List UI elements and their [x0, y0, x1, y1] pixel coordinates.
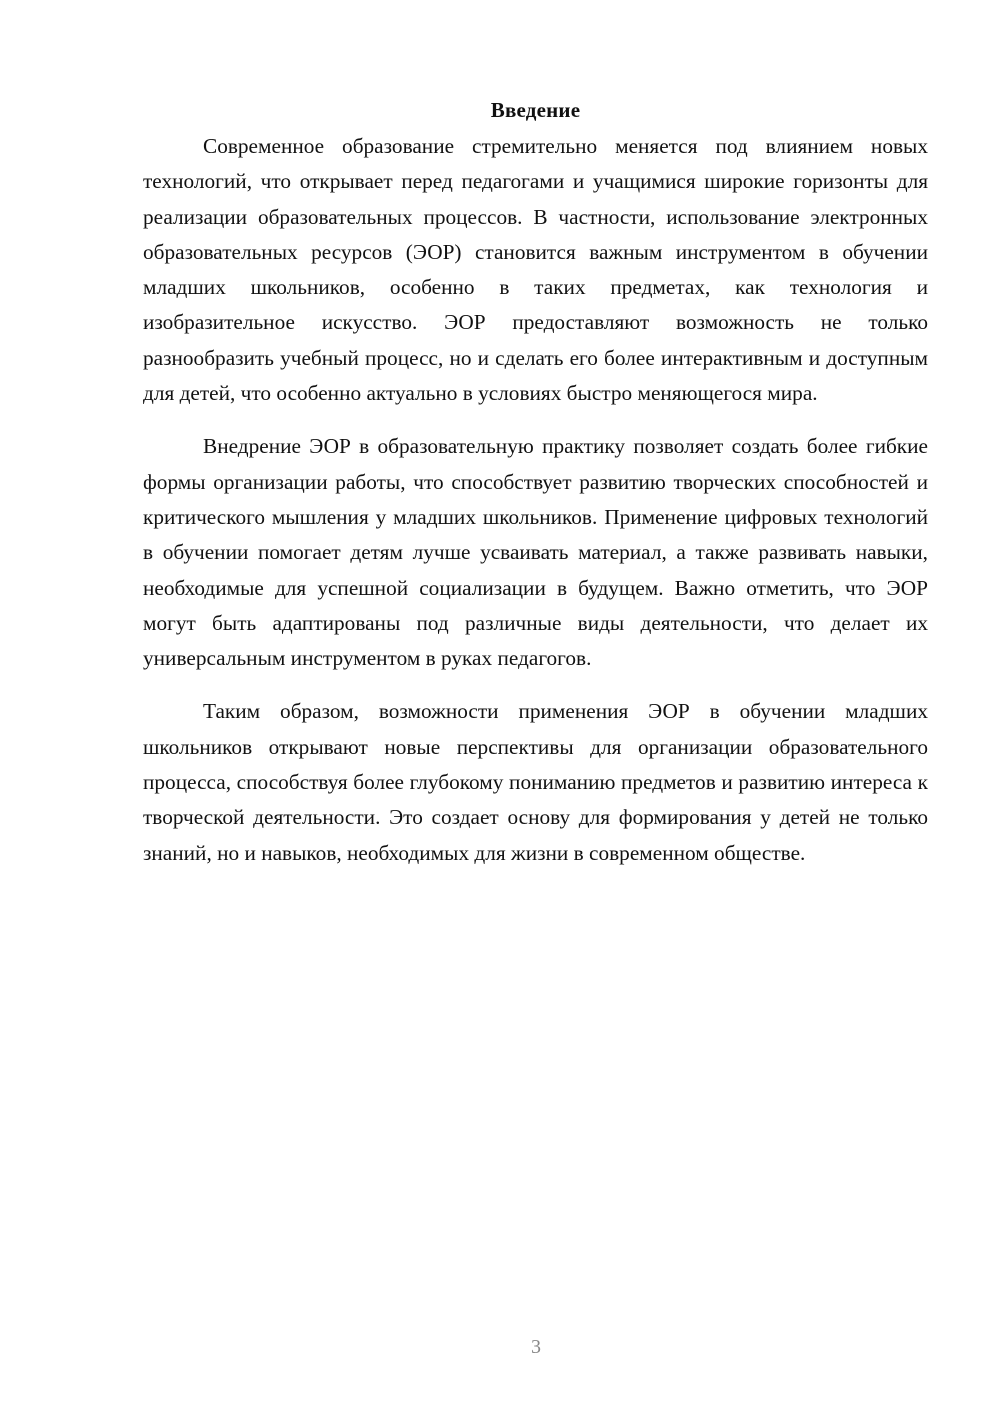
section-heading: Введение: [490, 98, 581, 122]
page-number: 3: [531, 1336, 541, 1358]
paragraph-2: Внедрение ЭОР в образовательную практику позволяет создать более гибкие формы организации работы, что способствует развитию творческих способностей и критического мышления у младших школьников. Применение цифровых технологий в обучении помогает детям лучше усваивать материал, а также развивать навыки, необходимые для успешной социализации в будущем. Важно отметить, что ЭОР могут быть адаптированы под различные виды деятельности, что делает их универсальным инструментом в руках педагогов.: [143, 434, 928, 671]
paragraph-1: Современное образование стремительно меняется под влиянием новых технологий, что открывает перед педагогами и учащимися широкие горизонты для реализации образовательных процессов. В частности, использование электронных образовательных ресурсов (ЭОР) становится важным инструментом в обучении младших школьников, особенно в таких предметах, как технология и изобразительное искусство. ЭОР предоставляют возможность не только разнообразить учебный процесс, но и сделать его более интерактивным и доступным для детей, что особенно актуально в условиях быстро меняющегося мира.: [143, 134, 928, 406]
page-content: [143, 93, 928, 889]
paragraph-3: Таким образом, возможности применения ЭОР в обучении младших школьников открывают новые перспективы для организации образовательного процесса, способствуя более глубокому пониманию предметов и развитию интереса к творческой деятельности. Это создает основу для формирования у детей не только знаний, но и навыков, необходимых для жизни в современном обществе.: [143, 699, 928, 865]
